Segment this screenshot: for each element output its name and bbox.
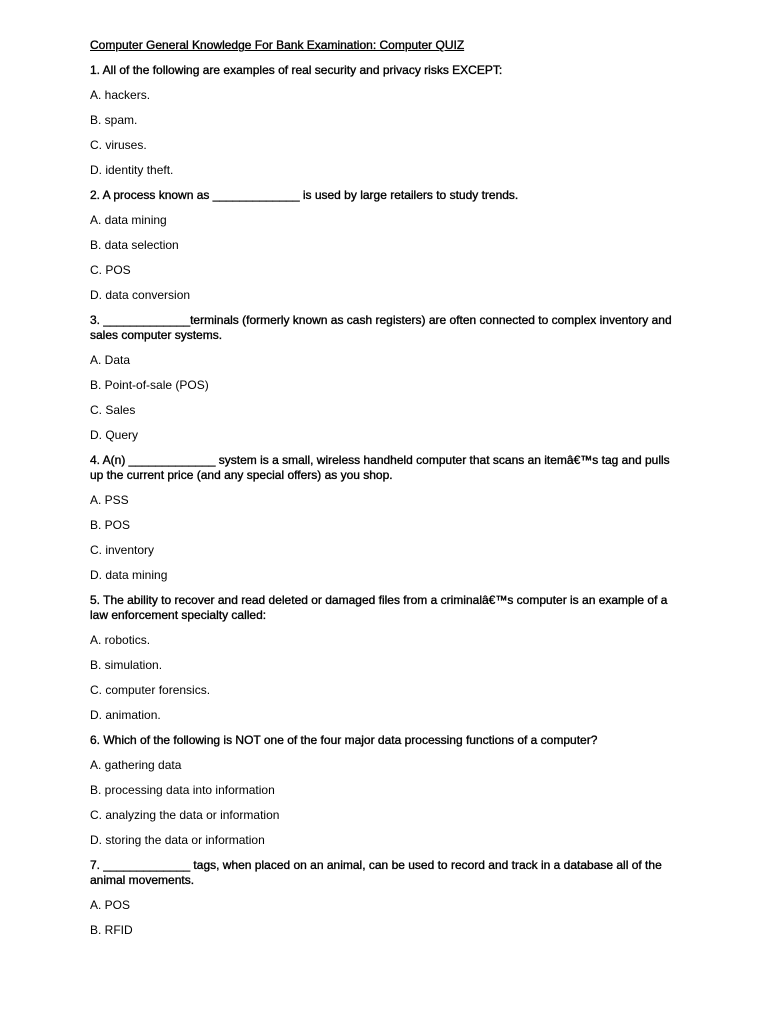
answer-option: D. storing the data or information <box>90 833 265 847</box>
answer-option: A. gathering data <box>90 758 182 772</box>
answer-option: D. identity theft. <box>90 163 174 177</box>
answer-option: C. POS <box>90 263 131 277</box>
question-text: 1. All of the following are examples of real security and privacy risks EXCEPT: <box>90 63 503 77</box>
question-text: 6. Which of the following is NOT one of the four major data processing functions of a computer? <box>90 733 598 747</box>
question-4 <box>90 453 680 583</box>
answer-option: B. spam. <box>90 113 138 127</box>
question-6 <box>90 733 680 848</box>
answer-option: B. processing data into information <box>90 783 275 797</box>
answer-option: A. robotics. <box>90 633 151 647</box>
question-text: 5. The ability to recover and read deleted or damaged files from a criminalâ€™s computer is an example of a law enforcement specialty called: <box>90 593 671 622</box>
answer-option: A. PSS <box>90 493 129 507</box>
answer-option: B. RFID <box>90 923 133 937</box>
answer-option: C. computer forensics. <box>90 683 211 697</box>
question-text: 2. A process known as _____________ is used by large retailers to study trends. <box>90 188 519 202</box>
question-3 <box>90 313 680 443</box>
answer-option: D. Query <box>90 428 139 442</box>
answer-option: C. Sales <box>90 403 136 417</box>
question-text: 3. _____________terminals (formerly known as cash registers) are often connected to complex inventory and sales computer systems. <box>90 313 675 342</box>
question-5 <box>90 593 680 723</box>
answer-option: D. animation. <box>90 708 161 722</box>
answer-option: A. Data <box>90 353 131 367</box>
question-1 <box>90 63 680 178</box>
question-text: 4. A(n) _____________ system is a small, wireless handheld computer that scans an itemâ€™s tag and pulls up the current price (and any special offers) as you shop. <box>90 453 673 482</box>
question-2 <box>90 188 680 303</box>
answer-option: A. POS <box>90 898 131 912</box>
document-title: Computer General Knowledge For Bank Examination: Computer QUIZ <box>90 38 465 52</box>
document-body <box>90 38 680 948</box>
answer-option: B. POS <box>90 518 131 532</box>
answer-option: A. data mining <box>90 213 167 227</box>
answer-option: D. data mining <box>90 568 168 582</box>
answer-option: D. data conversion <box>90 288 191 302</box>
answer-option: C. analyzing the data or information <box>90 808 280 822</box>
answer-option: B. simulation. <box>90 658 163 672</box>
answer-option: C. inventory <box>90 543 155 557</box>
question-7 <box>90 858 680 938</box>
answer-option: B. Point-of-sale (POS) <box>90 378 209 392</box>
question-list <box>90 63 680 938</box>
answer-option: B. data selection <box>90 238 179 252</box>
answer-option: C. viruses. <box>90 138 147 152</box>
question-text: 7. _____________ tags, when placed on an animal, can be used to record and track in a database all of the animal movements. <box>90 858 666 887</box>
answer-option: A. hackers. <box>90 88 151 102</box>
